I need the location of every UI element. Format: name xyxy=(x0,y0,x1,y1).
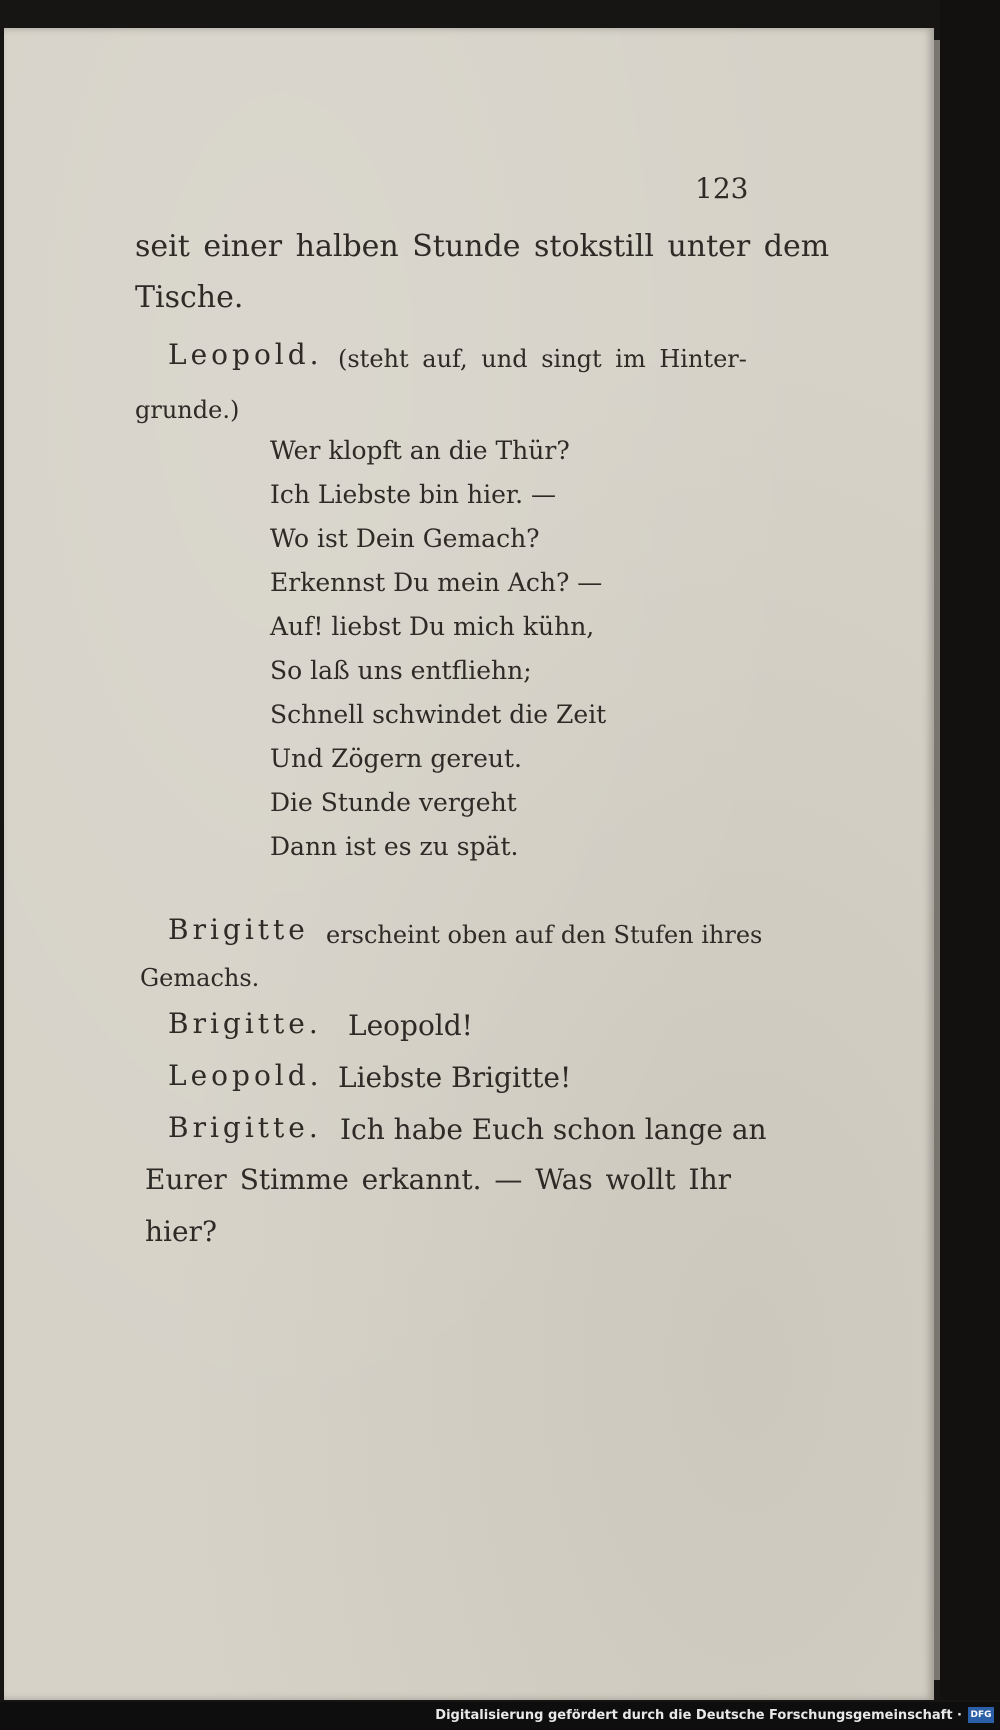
dialogue-2: Liebste Brigitte! xyxy=(338,1061,572,1094)
verse-line-3: Wo ist Dein Gemach? xyxy=(270,524,540,553)
stage-direction-1: (steht auf, und singt im Hinter- xyxy=(338,345,747,373)
dialogue-4: Eurer Stimme erkannt. — Was wollt Ihr xyxy=(145,1163,731,1196)
verse-line-10: Dann ist es zu spät. xyxy=(270,832,519,861)
speaker-leopold-2: Leopold. xyxy=(168,1059,323,1092)
book-page xyxy=(4,28,934,1700)
footer-credit: Digitalisierung gefördert durch die Deutsche Forschungsgemeinschaft · xyxy=(435,1708,962,1723)
dfg-logo-icon: DFG xyxy=(968,1707,994,1723)
prose-line-1: seit einer halben Stunde stokstill unter dem xyxy=(135,229,830,264)
verse-line-4: Erkennst Du mein Ach? — xyxy=(270,568,603,597)
verse-line-1: Wer klopft an die Thür? xyxy=(270,436,570,465)
speaker-leopold: Leopold. xyxy=(168,338,323,371)
verse-line-8: Und Zögern gereut. xyxy=(270,744,522,773)
speaker-brigitte-stage: Brigitte xyxy=(168,913,309,946)
verse-line-2: Ich Liebste bin hier. — xyxy=(270,480,556,509)
speaker-brigitte-1: Brigitte. xyxy=(168,1007,322,1040)
prose-line-2: Tische. xyxy=(135,280,244,315)
stage-direction-2: grunde.) xyxy=(135,396,240,424)
page-number: 123 xyxy=(695,172,749,205)
dialogue-1: Leopold! xyxy=(348,1009,473,1042)
stage-direction-3: erscheint oben auf den Stufen ihres xyxy=(326,921,763,949)
verse-line-9: Die Stunde vergeht xyxy=(270,788,517,817)
verse-line-7: Schnell schwindet die Zeit xyxy=(270,700,607,729)
dialogue-5: hier? xyxy=(145,1215,217,1248)
stage-direction-4: Gemachs. xyxy=(140,964,260,992)
speaker-brigitte-2: Brigitte. xyxy=(168,1111,322,1144)
verse-line-5: Auf! liebst Du mich kühn, xyxy=(270,612,595,641)
verse-line-6: So laß uns entfliehn; xyxy=(270,656,532,685)
scan-margin-right xyxy=(940,0,1000,1700)
dialogue-3: Ich habe Euch schon lange an xyxy=(340,1113,767,1146)
